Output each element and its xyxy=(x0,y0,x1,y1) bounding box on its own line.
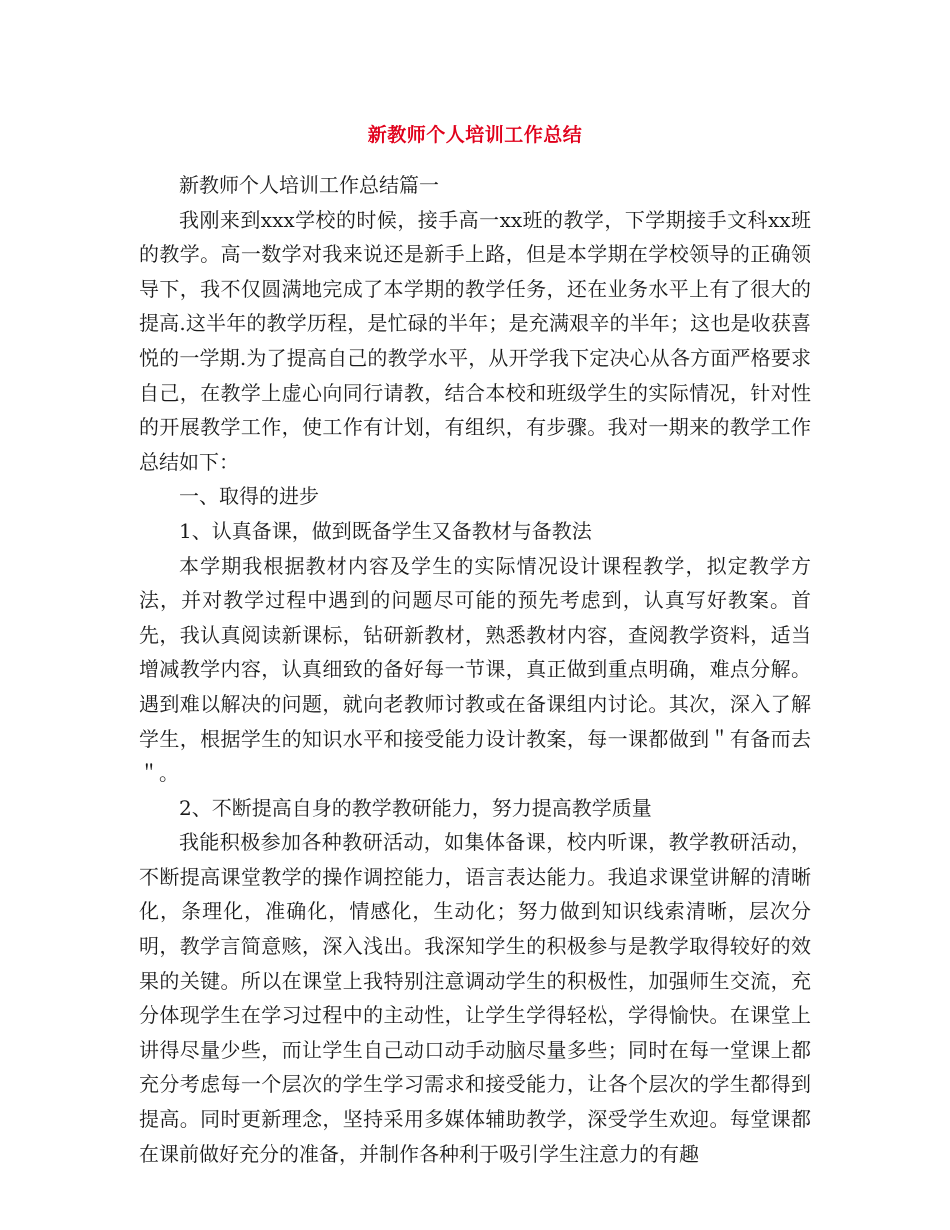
subheading-teaching-research: 2、不断提高自身的教学教研能力，努力提高教学质量 xyxy=(179,795,652,820)
document-body xyxy=(139,168,811,1171)
paragraph-lesson-prep: 本学期我根据教材内容及学生的实际情况设计课程教学，拟定教学方法，并对教学过程中遇到的问题尽可能的预先考虑到，认真写好教案。首先，我认真阅读新课标，钻研新教材，熟悉教材内容，查阅教学资料，适当增减教学内容，认真细致的备好每一节课，真正做到重点明确，难点分解。遇到难以解决的问题，就向老教师讨教或在备课组内讨论。其次，深入了解学生，根据学生的知识水平和接受能力设计教案，每一课都做到＂有备而去＂。 xyxy=(139,553,811,786)
intro-paragraph: 我刚来到xxx学校的时候，接手高一xx班的教学，下学期接手文科xx班的教学。高一数学对我来说还是新手上路，但是本学期在学校领导的正确领导下，我不仅圆满地完成了本学期的教学任务，还在业务水平上有了很大的提高.这半年的教学历程，是忙碌的半年；是充满艰辛的半年；这也是收获喜悦的一学期.为了提高自己的教学水平，从开学我下定决心从各方面严格要求自己，在教学上虚心向同行请教，结合本校和班级学生的实际情况，针对性的开展教学工作，使工作有计划，有组织，有步骤。我对一期来的教学工作总结如下： xyxy=(139,207,811,474)
paragraph-teaching-research: 我能积极参加各种教研活动，如集体备课，校内听课，教学教研活动，不断提高课堂教学的操作调控能力，语言表达能力。我追求课堂讲解的清晰化，条理化，准确化，情感化，生动化；努力做到知识线索清晰，层次分明，教学言简意赅，深入浅出。我深知学生的积极参与是教学取得较好的效果的关键。所以在课堂上我特别注意调动学生的积极性，加强师生交流，充分体现学生在学习过程中的主动性，让学生学得轻松，学得愉快。在课堂上讲得尽量少些，而让学生自己动口动手动脑尽量多些；同时在每一堂课上都充分考虑每一个层次的学生学习需求和接受能力，让各个层次的学生都得到提高。同时更新理念，坚持采用多媒体辅助教学，深受学生欢迎。每堂课都在课前做好充分的准备，并制作各种利于吸引学生注意力的有趣 xyxy=(139,830,811,1166)
subheading-lesson-prep: 1、认真备课，做到既备学生又备教材与备教法 xyxy=(179,518,592,543)
subheading-progress: 一、取得的进步 xyxy=(179,484,319,509)
document-title: 新教师个人培训工作总结 xyxy=(367,124,583,146)
section-heading: 新教师个人培训工作总结篇一 xyxy=(179,173,439,197)
